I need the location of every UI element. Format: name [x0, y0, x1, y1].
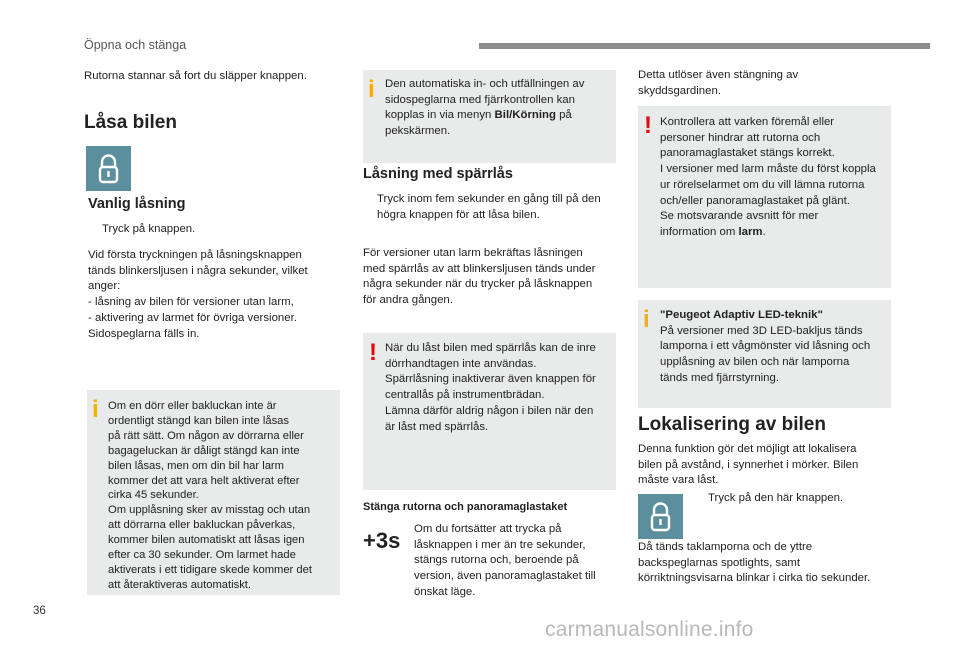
text-line: Om du fortsätter att trycka på — [414, 523, 562, 535]
text-line: - låsning av bilen för versioner utan larm, — [88, 296, 294, 309]
text-fragment: kopplas in via menyn — [385, 109, 492, 122]
text-line: och/eller panoramaglastaket på glänt. — [660, 194, 850, 207]
heading-normal-locking: Vanlig låsning — [88, 196, 186, 212]
text-line: stängs rutorna och, beroende på — [414, 554, 579, 567]
text-fragment: på pekskärmen. — [385, 109, 572, 138]
text-line: bilen på avstånd, i synnerhet i mörker. Bilen — [638, 458, 859, 471]
text-line: bilen låsas, men om din bil har larm — [108, 459, 284, 472]
warning-icon: ! — [644, 112, 652, 139]
heading-close-windows: Stänga rutorna och panoramaglastaket — [363, 501, 568, 513]
text-line: upplåsning av bilen och när lamporna — [660, 356, 850, 369]
text-line: Se motsvarande avsnitt för mer — [660, 210, 819, 223]
text-line — [385, 108, 613, 139]
header-divider — [479, 43, 930, 49]
text-line: Vid första tryckningen på låsningsknappen — [88, 249, 302, 261]
info-box-led-technology — [638, 300, 891, 408]
text-line: För versioner utan larm bekräftas låsningen — [363, 247, 583, 259]
text-line: ordentligt stängd kan bilen inte låsas — [108, 414, 289, 427]
press-3s-graphic — [363, 526, 405, 554]
text-line: på rätt sätt. Om någon av dörrarna eller — [108, 429, 304, 442]
text-line: högra knappen för att låsa bilen. — [377, 208, 540, 221]
deadlock-paragraph — [363, 246, 618, 309]
text-line: för andra gången. — [363, 294, 453, 307]
text-line: tänds blinkersljusen i några sekunder, vilket — [88, 264, 308, 277]
lock-button-icon — [86, 146, 131, 191]
bullet-deadlock — [363, 192, 618, 223]
text-line: backspeglarnas spotlights, samt — [638, 556, 801, 569]
text-fragment: information om — [660, 225, 739, 238]
text-line: ur rörelselarmet om du vill lämna rutorna — [660, 178, 865, 191]
info-icon: i — [643, 306, 650, 333]
info-icon: i — [368, 76, 375, 103]
text-line: panoramaglastaket stängs korrekt. — [660, 147, 835, 160]
text-line: måste vara låst. — [638, 474, 719, 487]
info-text — [108, 399, 338, 593]
text-line: När du låst bilen med spärrlås kan de inre — [385, 342, 596, 354]
text-line: aktiverats i ett tidigare skede kommer det — [108, 563, 312, 576]
text-line: Då tänds taklamporna och de yttre — [638, 541, 813, 553]
watermark: carmanualsonline.info — [545, 618, 754, 641]
text-line: version, även panoramaglastaket till — [414, 570, 596, 583]
text-line: att dörrarna eller bakluckan påverkas, — [108, 519, 296, 532]
text-line: På versioner med 3D LED-bakljus tänds — [660, 324, 863, 337]
text-line: bagageluckan är dåligt stängd kan inte — [108, 444, 300, 457]
text-line: Lämna därför aldrig någon i bilen när den — [385, 404, 594, 417]
info-box-mirror-folding — [363, 70, 616, 163]
text-line: efter ca 30 sekunder. Om larmet hade — [108, 549, 296, 562]
section-title: Öppna och stänga — [84, 38, 187, 52]
text-line: skyddsgardinen. — [638, 84, 721, 97]
text-line: är låst med spärrlås. — [385, 420, 489, 433]
warning-text — [660, 115, 890, 241]
curtain-text — [638, 68, 888, 99]
text-line: Detta utlöser även stängning av — [638, 69, 799, 81]
text-line: centrallås på instrumentbrädan. — [385, 389, 545, 402]
text-line: med spärrlås av att blinkersljusen tänds under — [363, 262, 596, 275]
text-line: dörrhandtagen inte användas. — [385, 357, 537, 370]
info-text — [385, 77, 613, 140]
alarm-reference: larm — [738, 225, 763, 238]
text-line: Den automatiska in- och utfällningen av — [385, 78, 585, 90]
intro-text: Rutorna stannar så fort du släpper knappen. — [84, 70, 307, 82]
text-line: kommer bilen automatiskt att låsas igen — [108, 534, 305, 547]
bullet-text: Tryck på den här knappen. — [708, 492, 844, 504]
text-line — [363, 192, 618, 208]
text-line: Denna funktion gör det möjligt att lokalisera — [638, 443, 857, 455]
press-3s-icon — [363, 526, 405, 554]
text-line: några sekunder när du trycker på låsknappen — [363, 278, 593, 291]
info-icon: i — [92, 396, 99, 423]
text-fragment: . — [762, 225, 766, 238]
info-box-door-open — [87, 390, 340, 595]
text-line: I versioner med larm måste du först koppla — [660, 163, 876, 176]
heading-locate-car: Lokalisering av bilen — [638, 414, 826, 435]
heading-deadlocking: Låsning med spärrlås — [363, 166, 513, 182]
heading-lock-car: Låsa bilen — [84, 112, 177, 133]
warning-text — [385, 341, 613, 435]
bullet-text: Tryck inom fem sekunder en gång till på den — [377, 193, 601, 205]
menu-path: Bil/Körning — [494, 109, 556, 122]
text-line: Sidospeglarna fälls in. — [88, 327, 200, 340]
text-line: anger: — [88, 280, 121, 293]
text-line: Kontrollera att varken föremål eller — [660, 116, 835, 128]
info-text — [660, 308, 890, 387]
text-line: lamporna i ett vågmönster vid låsning och — [660, 340, 871, 353]
text-line: låsknappen i mer än tre sekunder, — [414, 538, 586, 551]
locate-result-text — [638, 540, 898, 587]
text-line: körriktningsvisarna blinkar i cirka tio sekunder. — [638, 572, 871, 585]
bullet-locate — [694, 491, 843, 507]
text-line: personer hindrar att rutorna och — [660, 131, 821, 144]
bullet-press-button — [88, 222, 195, 238]
press-3s-label: +3s — [363, 528, 401, 553]
text-line: Spärrlåsning inaktiverar även knappen för — [385, 373, 596, 386]
lock-button-icon — [638, 494, 683, 539]
warning-icon: ! — [369, 339, 377, 366]
text-line: - aktivering av larmet för övriga versioner. — [88, 311, 297, 324]
warning-box-deadlock — [363, 333, 616, 490]
text-line: Om upplåsning sker av misstag och utan — [108, 504, 311, 517]
page-number: 36 — [33, 605, 46, 617]
text-line: att återaktiveras automatiskt. — [108, 578, 252, 591]
text-line — [660, 225, 890, 241]
text-line: önskat läge. — [414, 585, 476, 598]
text-line: kommer det att vara helt aktiverat efter — [108, 474, 300, 487]
locate-paragraph — [638, 442, 893, 489]
info-title: "Peugeot Adaptiv LED-teknik" — [660, 309, 823, 321]
text-line: sidospeglarna med fjärrkontrollen kan — [385, 93, 575, 106]
text-line: cirka 45 sekunder. — [108, 489, 199, 502]
text-line: Om en dörr eller bakluckan inte är — [108, 400, 277, 412]
locking-paragraph — [88, 248, 338, 342]
bullet-text: Tryck på knappen. — [102, 223, 196, 235]
text-line: tänds med fjärrstyrning. — [660, 371, 780, 384]
warning-box-obstruction — [638, 106, 891, 288]
close-windows-text — [414, 522, 624, 601]
